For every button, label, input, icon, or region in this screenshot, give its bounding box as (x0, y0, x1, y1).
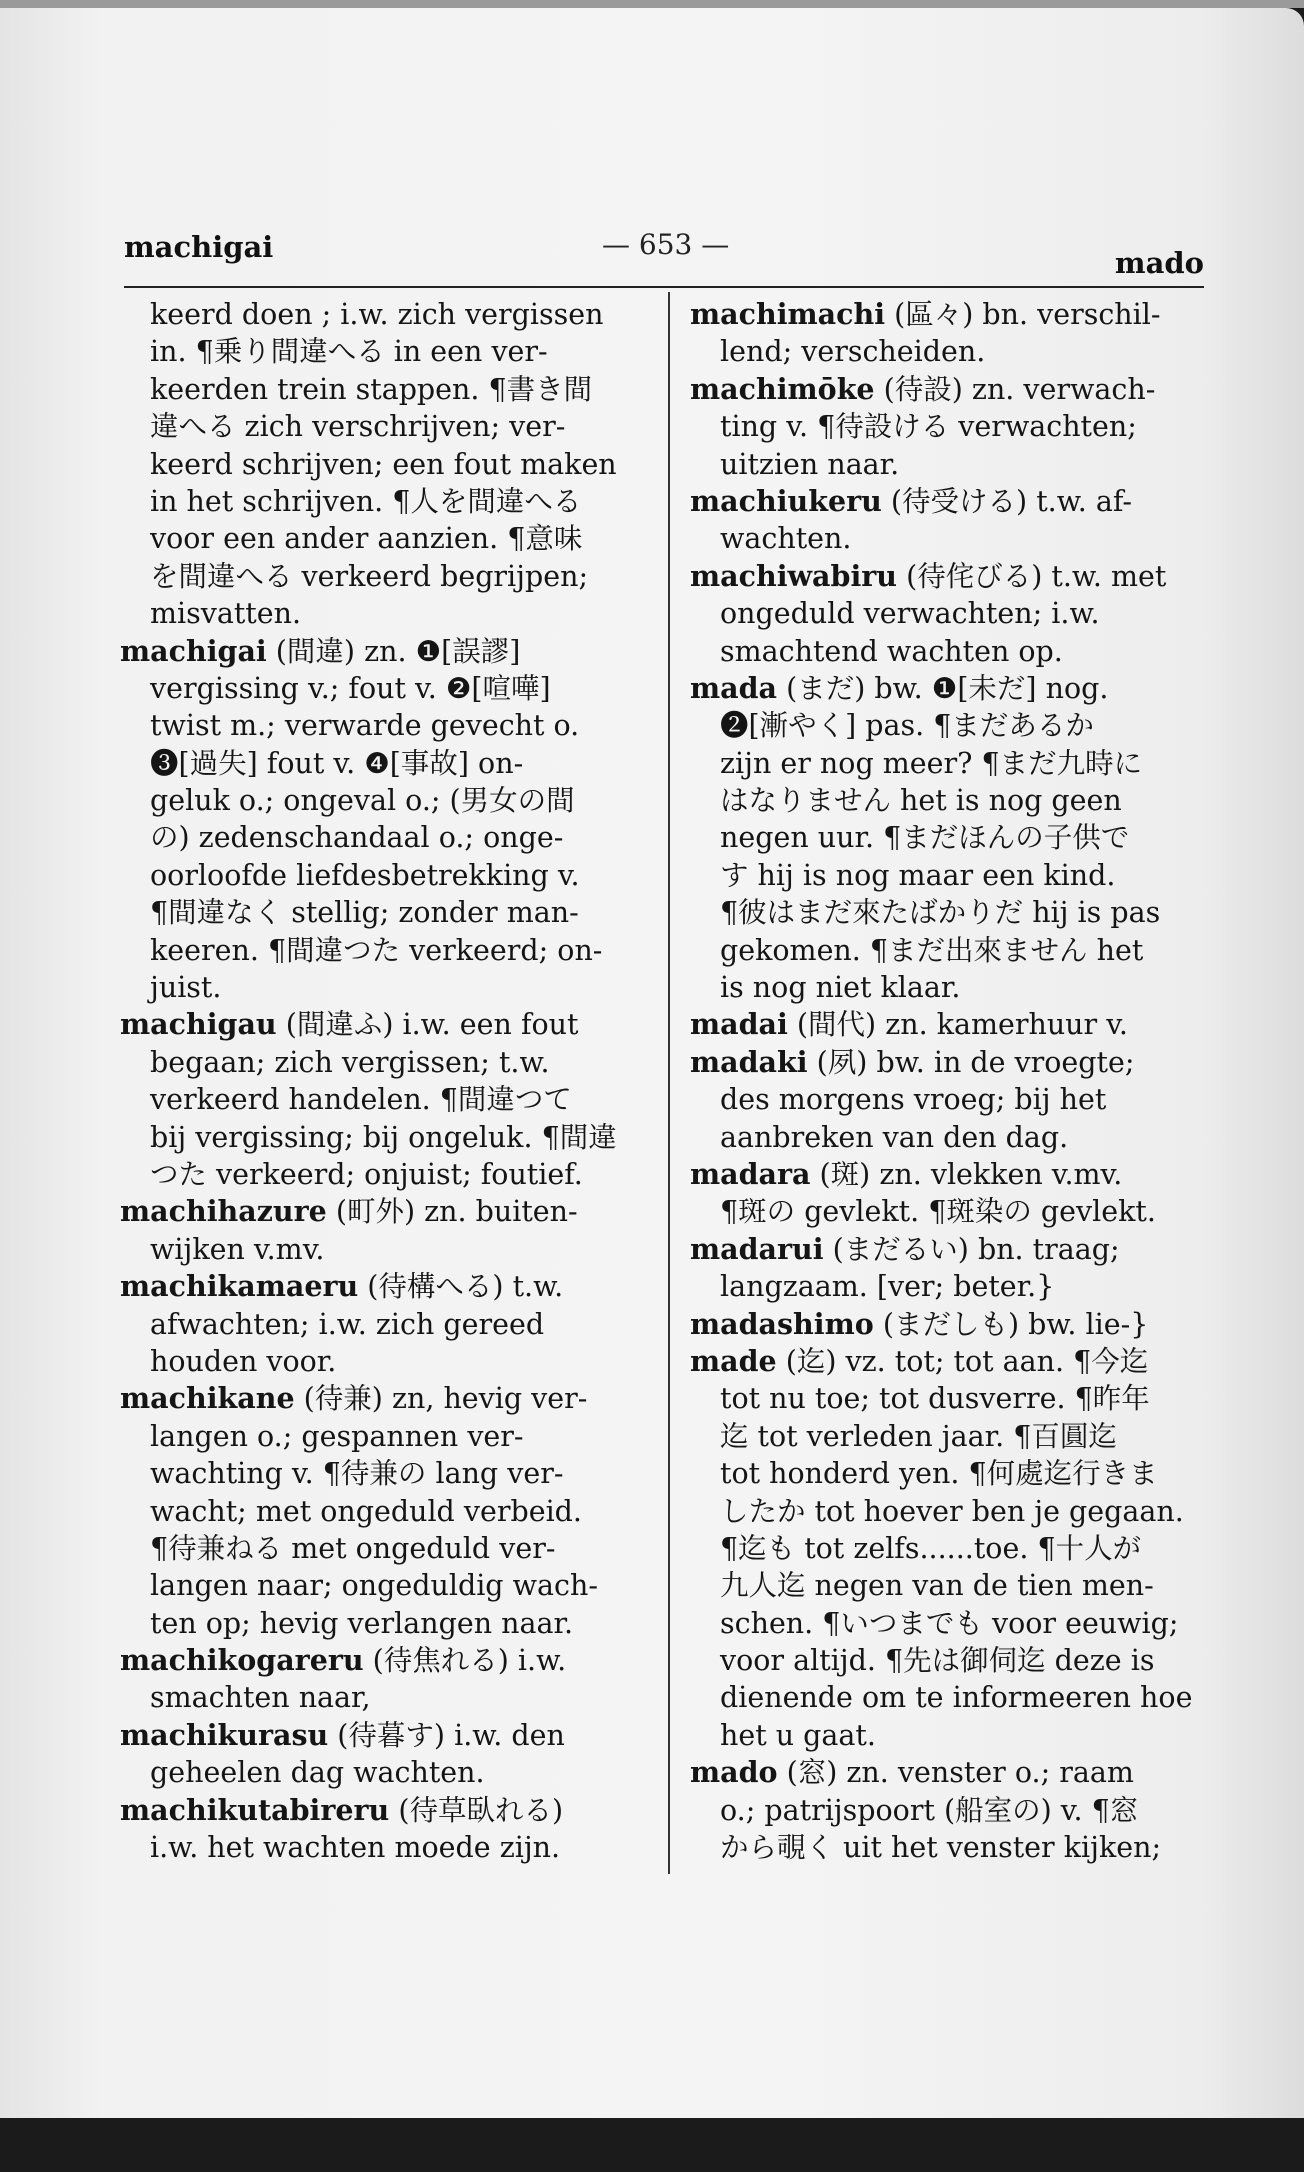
entry-text: (待兼) zn, hevig ver- (294, 1382, 588, 1416)
headword: machikogareru (120, 1643, 364, 1678)
entry-text: を間違へる verkeerd begrijpen; (150, 559, 589, 593)
entry-line (690, 408, 1210, 445)
entry-text: tot nu toe; tot dusverre. ¶昨年 (720, 1382, 1150, 1416)
entry-line (120, 296, 640, 333)
entry-line (690, 1081, 1210, 1118)
entry-line (690, 969, 1210, 1006)
headword: machiwabiru (690, 558, 898, 593)
entry-text: wachting v. ¶待兼の lang ver- (150, 1457, 564, 1491)
entry-text: ¶間違なく stellig; zonder man- (150, 896, 579, 930)
entry-text: (窓) zn. venster o.; raam (777, 1756, 1134, 1790)
entry-line (120, 333, 640, 370)
entry-text: ¶彼はまだ來たばかりだ hij is pas (720, 896, 1161, 930)
headword: mado (690, 1755, 778, 1790)
entry-line (120, 558, 640, 595)
headword: madashimo (690, 1306, 874, 1341)
entry-headline (120, 633, 640, 670)
headword: madaki (690, 1044, 808, 1079)
entry-line (690, 1642, 1210, 1679)
entry-text: o.; patrijspoort (船室の) v. ¶窓 (720, 1793, 1139, 1827)
page-number: — 653 — (602, 228, 730, 261)
entry-text: ¶待兼ねる met ongeduld ver- (150, 1531, 556, 1565)
running-header (124, 222, 1204, 282)
entry-text: lend; verscheiden. (720, 335, 986, 369)
entry-line (690, 446, 1210, 483)
entry-line (120, 1567, 640, 1604)
headword: machigau (120, 1007, 277, 1042)
entry-text: ¶迄も tot zelfs......toe. ¶十人が (720, 1531, 1142, 1565)
entry-text: (待設) zn. verwach- (874, 372, 1156, 406)
entry-headline (690, 1231, 1210, 1268)
entry-line (690, 1567, 1210, 1604)
entry-text: langen naar; ongeduldig wach- (150, 1569, 598, 1603)
entry-line (120, 1306, 640, 1343)
entry-line (120, 371, 640, 408)
entry-line (120, 1081, 640, 1118)
entry-line (120, 745, 640, 782)
entry-text: negen uur. ¶まだほんの子供で (720, 821, 1130, 855)
entry-text: aanbreken van den dag. (720, 1120, 1069, 1154)
entry-text: から覗く uit het venster kijken; (720, 1831, 1162, 1865)
entry-headline (690, 1754, 1210, 1791)
entry-text: 九人迄 negen van de tien men- (720, 1569, 1154, 1603)
entry-text: bij vergissing; bij ongeluk. ¶間違 (150, 1120, 617, 1154)
headword: mada (690, 670, 778, 705)
entry-text: (まだるい) bn. traag; (823, 1232, 1120, 1266)
entry-text: ting v. ¶待設ける verwachten; (720, 410, 1137, 444)
entry-text: ❸[過失] fout v. ❹[事故] on- (150, 746, 524, 780)
entry-headline (690, 1306, 1210, 1343)
entry-line (120, 595, 640, 632)
entry-text: す hij is nog maar een kind. (720, 858, 1116, 892)
entry-text: (迄) vz. tot; tot aan. ¶今迄 (776, 1344, 1149, 1378)
entry-headline (690, 1006, 1210, 1043)
entry-text: (まだ) bw. ❶[未だ] nog. (777, 671, 1109, 705)
entry-line (120, 1231, 640, 1268)
entry-text: geheelen dag wachten. (150, 1756, 485, 1790)
entry-line (690, 1455, 1210, 1492)
entry-headline (120, 1717, 640, 1754)
entry-headline (120, 1792, 640, 1829)
entry-line (690, 1493, 1210, 1530)
entry-line (690, 857, 1210, 894)
entry-line (120, 446, 640, 483)
entry-line (120, 670, 640, 707)
entry-text: twist m.; verwarde gevecht o. (150, 709, 580, 743)
headword: machikutabireru (120, 1792, 390, 1827)
entry-text: (待焦れる) i.w. (363, 1644, 567, 1678)
entry-line (120, 819, 640, 856)
entry-line (690, 1792, 1210, 1829)
entry-text: (待構へる) t.w. (358, 1270, 564, 1304)
entry-text: vergissing v.; fout v. ❷[喧嘩] (150, 671, 551, 705)
entry-line (120, 894, 640, 931)
entry-line (690, 894, 1210, 931)
entry-text: (待受ける) t.w. af- (881, 484, 1133, 518)
entry-line (120, 1418, 640, 1455)
entry-line (120, 857, 640, 894)
entry-line (690, 1380, 1210, 1417)
headword: madarui (690, 1231, 824, 1266)
entry-line (120, 1493, 640, 1530)
headword: machikamaeru (120, 1269, 359, 1304)
entry-text: tot honderd yen. ¶何處迄行きま (720, 1457, 1158, 1491)
entry-text: dienende om te informeeren hoe (720, 1681, 1193, 1715)
entry-headline (690, 371, 1210, 408)
entry-line (690, 1193, 1210, 1230)
entry-text: wijken v.mv. (150, 1232, 325, 1266)
entry-line (690, 745, 1210, 782)
entry-line (120, 1119, 640, 1156)
entry-line (120, 483, 640, 520)
entry-line (120, 1679, 640, 1716)
entry-text: in het schrijven. ¶人を間違へる (150, 484, 582, 518)
entry-line (120, 1754, 640, 1791)
entry-text: (間違ふ) i.w. een fout (276, 1008, 579, 1042)
entry-line (120, 969, 640, 1006)
entry-line (120, 932, 640, 969)
headword: machigai (120, 633, 267, 668)
entry-text: つた verkeerd; onjuist; foutief. (150, 1157, 583, 1191)
entry-text: verkeerd handelen. ¶間違つて (150, 1083, 572, 1117)
headword: machimōke (690, 371, 875, 406)
entry-text: langen o.; gespannen ver- (150, 1419, 524, 1453)
entry-text: ongeduld verwachten; i.w. (720, 597, 1100, 631)
entry-text: (間代) zn. kamerhuur v. (787, 1008, 1128, 1042)
entry-line (690, 1679, 1210, 1716)
entry-headline (690, 483, 1210, 520)
entry-text: (町外) zn. buiten- (326, 1195, 578, 1229)
entry-text: i.w. het wachten moede zijn. (150, 1831, 561, 1865)
entry-line (690, 1418, 1210, 1455)
entry-line (120, 1605, 640, 1642)
entry-line (690, 633, 1210, 670)
entry-headline (120, 1006, 640, 1043)
entry-text: misvatten. (150, 597, 302, 631)
entry-text: houden voor. (150, 1344, 337, 1378)
entry-line (120, 707, 640, 744)
entry-line (120, 1455, 640, 1492)
entry-text: smachten naar, (150, 1681, 371, 1715)
headword: madai (690, 1007, 788, 1042)
headword: machikurasu (120, 1717, 329, 1752)
entry-text: (夙) bw. in de vroegte; (807, 1045, 1135, 1079)
entry-line (690, 707, 1210, 744)
entry-line (690, 1717, 1210, 1754)
entry-text: voor een ander aanzien. ¶意味 (150, 522, 583, 556)
entry-text: begaan; zich vergissen; t.w. (150, 1045, 550, 1079)
entry-text: 違へる zich verschrijven; ver- (150, 410, 566, 444)
entry-headline (690, 558, 1210, 595)
entry-line (690, 819, 1210, 856)
entry-headline (120, 1380, 640, 1417)
entry-text: ❷[漸やく] pas. ¶まだあるか (720, 709, 1094, 743)
entry-text: juist. (150, 971, 222, 1005)
headword: machihazure (120, 1194, 327, 1229)
entry-text: ten op; hevig verlangen naar. (150, 1606, 574, 1640)
entry-headline (120, 1642, 640, 1679)
entry-text: ¶斑の gevlekt. ¶斑染の gevlekt. (720, 1195, 1156, 1229)
headword: made (690, 1343, 777, 1378)
entry-line (690, 782, 1210, 819)
header-right-guideword: mado (1114, 246, 1204, 280)
entry-text: geluk o.; ongeval o.; (男女の間 (150, 784, 575, 818)
entry-line (690, 520, 1210, 557)
entry-text: の) zedenschandaal o.; onge- (150, 821, 564, 855)
entry-text: des morgens vroeg; bij het (720, 1083, 1107, 1117)
header-left-guideword: machigai (124, 230, 274, 264)
entry-text: (間違) zn. ❶[誤謬] (266, 634, 521, 668)
column-divider (668, 292, 670, 1874)
entry-text: はなりません het is nog geen (720, 784, 1122, 818)
entry-headline (690, 296, 1210, 333)
headword: machimachi (690, 297, 886, 331)
entry-line (120, 782, 640, 819)
right-column (690, 296, 1210, 1866)
entry-line (120, 520, 640, 557)
entry-headline (690, 1044, 1210, 1081)
entry-text: gekomen. ¶まだ出來ません het (720, 933, 1144, 967)
entry-line (120, 408, 640, 445)
entry-text: langzaam. [ver; beter.} (720, 1270, 1055, 1304)
entry-text: afwachten; i.w. zich gereed (150, 1307, 545, 1341)
entry-text: wachten. (720, 522, 852, 556)
entry-text: is nog niet klaar. (720, 971, 961, 1005)
dictionary-page (0, 8, 1304, 2118)
top-edge (0, 0, 1304, 8)
entry-text: in. ¶乗り間違へる in een ver- (150, 335, 548, 369)
entry-text: schen. ¶いつまでも voor eeuwig; (720, 1606, 1179, 1640)
entry-text: (待暮す) i.w. den (328, 1718, 565, 1752)
entry-text: het u gaat. (720, 1718, 876, 1752)
entry-text: (區々) bn. verschil- (885, 298, 1161, 331)
entry-text: wacht; met ongeduld verbeid. (150, 1494, 582, 1528)
entry-line (690, 1605, 1210, 1642)
entry-text: keeren. ¶間違つた verkeerd; on- (150, 933, 603, 967)
entry-text: (待侘びる) t.w. met (897, 559, 1167, 593)
entry-text: keerden trein stappen. ¶書き間 (150, 372, 593, 406)
entry-text: smachtend wachten op. (720, 634, 1063, 668)
entry-headline (120, 1193, 640, 1230)
entry-text: voor altijd. ¶先は御伺迄 deze is (720, 1644, 1155, 1678)
entry-text: (待草臥れる) (389, 1793, 564, 1827)
entry-text: oorloofde liefdesbetrekking v. (150, 858, 580, 892)
entry-line (120, 1530, 640, 1567)
entry-headline (690, 1156, 1210, 1193)
entry-line (120, 1156, 640, 1193)
header-rule (124, 286, 1204, 288)
left-column (120, 296, 640, 1866)
entry-headline (120, 1268, 640, 1305)
headword: machiukeru (690, 483, 882, 518)
entry-text: keerd schrijven; een fout maken (150, 447, 617, 481)
entry-text: したか tot hoever ben je gegaan. (720, 1494, 1184, 1528)
headword: machikane (120, 1381, 295, 1416)
entry-line (120, 1044, 640, 1081)
entry-line (690, 595, 1210, 632)
entry-line (690, 1119, 1210, 1156)
entry-line (690, 1268, 1210, 1305)
entry-headline (690, 670, 1210, 707)
entry-line (120, 1829, 640, 1866)
entry-text: zijn er nog meer? ¶まだ九時に (720, 746, 1143, 780)
entry-text: keerd doen ; i.w. zich vergissen (150, 298, 604, 331)
entry-text: (斑) zn. vlekken v.mv. (810, 1157, 1123, 1191)
headword: madara (690, 1156, 811, 1191)
entry-text: uitzien naar. (720, 447, 900, 481)
entry-headline (690, 1343, 1210, 1380)
entry-line (690, 932, 1210, 969)
entry-line (120, 1343, 640, 1380)
entry-line (690, 1829, 1210, 1866)
entry-line (690, 333, 1210, 370)
entry-text: (まだしも) bw. lie-} (873, 1307, 1149, 1341)
entry-line (690, 1530, 1210, 1567)
entry-text: 迄 tot verleden jaar. ¶百圓迄 (720, 1419, 1117, 1453)
